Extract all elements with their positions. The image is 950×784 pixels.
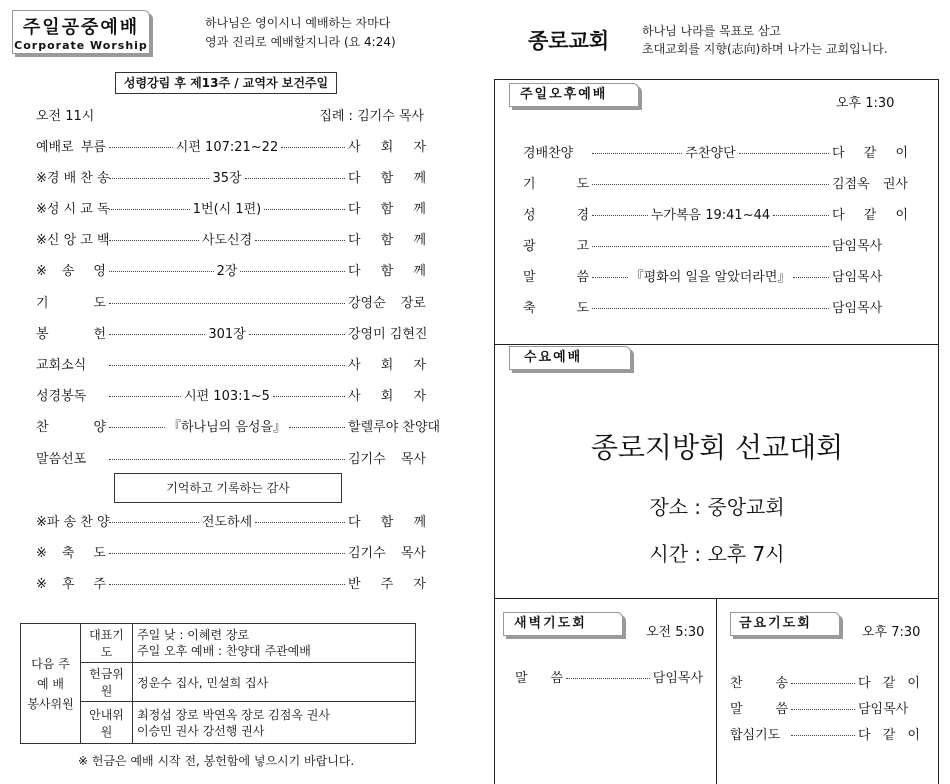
order-label: 예배로 부름 xyxy=(36,139,106,155)
leader-dots xyxy=(791,683,855,684)
leader-dots xyxy=(264,209,345,210)
order-person: 다 같 이 xyxy=(832,145,909,161)
leader-dots xyxy=(245,178,345,179)
names-prayer xyxy=(133,624,416,663)
order-label: 기 도 xyxy=(36,295,106,311)
order-label: 말 씀 xyxy=(523,269,589,285)
leader-dots xyxy=(109,522,199,523)
motto-line-2: 영과 진리로 예배할지니라 (요 4:24) xyxy=(205,35,396,49)
order-item: 2장 xyxy=(216,264,238,280)
leader-dots xyxy=(592,184,829,185)
vision xyxy=(642,22,888,58)
service-header-3: 봉사위원 xyxy=(27,696,74,711)
order-label: 교회소식 xyxy=(36,357,87,373)
worship-title: 주일공중예배 xyxy=(22,17,140,38)
order-person: 담임목사 xyxy=(832,238,883,254)
order-label: 말씀선포 xyxy=(36,451,87,467)
order-label: ※축 도 xyxy=(36,545,106,561)
order-person: 다 같 이 xyxy=(832,207,909,223)
order-label: ※송 영 xyxy=(36,264,106,280)
order-person: 반 주 자 xyxy=(348,576,426,592)
leader-dots xyxy=(793,277,829,278)
service-time: 오전 11시 xyxy=(36,108,95,124)
leader-dots xyxy=(109,365,345,366)
names-usher-1: 최정섭 장로 박연옥 장로 김점옥 권사 xyxy=(137,707,330,722)
leader-dots xyxy=(255,240,345,241)
service-header xyxy=(21,624,81,744)
order-label: ※후 주 xyxy=(36,576,106,592)
leader-dots xyxy=(773,215,829,216)
order-item: 사도신경 xyxy=(201,233,253,249)
order-item: 전도하세 xyxy=(201,514,253,530)
order-row xyxy=(36,353,426,373)
leader-dots xyxy=(109,427,165,428)
leader-dots xyxy=(249,334,345,335)
order-label: 광 고 xyxy=(523,238,589,254)
event-title: 종로지방회 선교대회 xyxy=(590,431,844,464)
order-person: 담임목사 xyxy=(858,701,909,717)
leader-dots xyxy=(739,153,829,154)
order-item: 301장 xyxy=(208,326,246,342)
names-usher xyxy=(133,702,416,744)
order-label: 합심기도 xyxy=(730,727,781,743)
names-offering: 정운수 집사, 민설희 집사 xyxy=(133,663,416,702)
time-row xyxy=(36,104,426,124)
leader-dots xyxy=(592,308,829,309)
order-row xyxy=(523,172,908,192)
order-person: 다 같 이 xyxy=(858,675,920,691)
leader: 집례 : 김기수 목사 xyxy=(319,108,424,124)
order-row xyxy=(36,166,426,186)
order-label: 축 도 xyxy=(523,300,589,316)
week-title xyxy=(115,72,337,94)
event-place: 장소 : 중앙교회 xyxy=(649,495,785,519)
leader-dots xyxy=(592,246,829,247)
order-row xyxy=(523,265,908,285)
order-label: ※경 배 찬 송 xyxy=(36,170,110,186)
dawn-row xyxy=(515,666,703,686)
footnote: ※ 헌금은 예배 시작 전, 봉헌함에 넣으시기 바랍니다. xyxy=(78,754,355,768)
leader-dots xyxy=(109,147,173,148)
order-person: 다 함 께 xyxy=(348,264,426,280)
order-label: 찬 양 xyxy=(36,420,106,436)
order-person: 다 같 이 xyxy=(858,727,920,743)
leader-dots xyxy=(109,209,190,210)
leader-dots xyxy=(109,553,345,554)
divider-3 xyxy=(716,598,717,784)
leader-dots xyxy=(592,215,648,216)
service-table xyxy=(20,623,416,744)
order-item: 시편 107:21~22 xyxy=(175,139,279,155)
order-item: 누가복음 19:41~44 xyxy=(650,207,771,223)
leader-dots xyxy=(791,735,855,736)
order-person: 강영순 장로 xyxy=(348,295,426,311)
order-item: 시편 103:1~5 xyxy=(184,389,270,405)
names-prayer-2: 주일 오후 예배 : 찬양대 주관예배 xyxy=(137,644,311,658)
motto-line-1: 하나님은 영이시니 예배하는 자마다 xyxy=(205,16,391,30)
order-row xyxy=(730,723,920,743)
event-time: 시간 : 오후 7시 xyxy=(649,542,785,566)
vision-line-2: 초대교회를 지향(志向)하며 나가는 교회입니다. xyxy=(642,42,888,56)
leader-dots xyxy=(289,427,345,428)
service-header-1: 다음 주 xyxy=(31,656,70,671)
order-label: 기 도 xyxy=(523,176,589,192)
friday-time: 오후 7:30 xyxy=(862,625,921,640)
leader-dots xyxy=(566,678,650,679)
order-person: 김점옥 권사 xyxy=(832,176,908,192)
wednesday-title: 수요예배 xyxy=(524,350,583,365)
leader-dots xyxy=(592,277,628,278)
order-label: ※성 시 교 독 xyxy=(36,201,110,217)
order-person: 사 회 자 xyxy=(348,139,427,155)
week-title-text: 성령강림 후 제13주 / 교역자 보건주일 xyxy=(123,76,329,90)
order-person: 다 함 께 xyxy=(348,170,427,186)
order-item: 『하나님의 음성을』 xyxy=(167,420,287,436)
leader-dots xyxy=(109,303,345,304)
order-person: 사 회 자 xyxy=(348,357,426,373)
order-person: 할렐루야 찬양대 xyxy=(348,420,441,436)
order-label: 말 씀 xyxy=(730,701,788,717)
order-person: 다 함 께 xyxy=(348,201,426,217)
vision-line-1: 하나님 나라를 목표로 삼고 xyxy=(642,24,781,38)
order-label: 성경봉독 xyxy=(36,389,87,405)
afternoon-title: 주일오후예배 xyxy=(520,87,608,102)
divider-1 xyxy=(494,344,939,345)
friday-tab xyxy=(730,612,840,636)
order-row xyxy=(36,229,426,249)
order-row xyxy=(36,510,426,530)
afternoon-tab xyxy=(509,83,639,107)
order-row xyxy=(523,296,908,316)
names-usher-2: 이승민 권사 강선행 권사 xyxy=(137,723,265,738)
order-row xyxy=(523,141,908,161)
order-row xyxy=(36,416,441,436)
order-label: 봉 헌 xyxy=(36,326,106,342)
leader-dots xyxy=(255,522,345,523)
leader-dots xyxy=(109,459,345,460)
dawn-title: 새벽기도회 xyxy=(514,616,587,631)
role-prayer: 대표기도 xyxy=(81,624,133,663)
order-row xyxy=(36,260,426,280)
church-name: 종로교회 xyxy=(528,29,610,53)
order-row xyxy=(523,203,908,223)
order-person: 김기수 목사 xyxy=(348,545,426,561)
leader-dots xyxy=(109,584,345,585)
dawn-tab xyxy=(503,612,623,636)
order-row xyxy=(36,385,426,405)
leader-dots xyxy=(240,271,345,272)
order-person: 담임목사 xyxy=(832,300,883,316)
order-person: 다 함 께 xyxy=(348,233,427,249)
order-item: 주찬양단 xyxy=(685,145,736,161)
role-offering: 헌금위원 xyxy=(81,663,133,702)
leader-dots xyxy=(281,147,345,148)
dawn-time: 오전 5:30 xyxy=(646,625,705,640)
leader-dots xyxy=(109,396,181,397)
leader-dots xyxy=(109,334,205,335)
order-person: 강영미 김현진 xyxy=(348,326,428,342)
leader-dots xyxy=(791,709,855,710)
order-item: 1번(시 1편) xyxy=(192,201,262,217)
worship-subtitle: Corporate Worship xyxy=(14,39,148,52)
order-person: 사 회 자 xyxy=(348,389,427,405)
leader-dots xyxy=(592,153,682,154)
order-item: 『평화의 일을 알았더라면』 xyxy=(630,269,791,285)
leader-dots xyxy=(109,178,209,179)
dawn-label: 말 씀 xyxy=(515,670,563,686)
wednesday-tab xyxy=(509,346,631,370)
order-label: ※신 앙 고 백 xyxy=(36,233,110,249)
service-header-2: 예 배 xyxy=(37,676,64,691)
order-row xyxy=(36,291,426,311)
order-row xyxy=(36,541,426,561)
worship-tab xyxy=(12,10,150,54)
order-item: 35장 xyxy=(212,170,242,186)
friday-title: 금요기도회 xyxy=(739,616,812,631)
motto xyxy=(205,14,396,52)
order-row xyxy=(36,447,426,467)
order-person: 김기수 목사 xyxy=(348,451,426,467)
order-person: 다 함 께 xyxy=(348,514,427,530)
order-label: 성 경 xyxy=(523,207,589,223)
order-row xyxy=(36,572,426,592)
names-prayer-1: 주일 낮 : 이혜련 장로 xyxy=(137,628,250,642)
thanks-text: 기억하고 기록하는 감사 xyxy=(166,481,290,495)
afternoon-time: 오후 1:30 xyxy=(836,96,895,111)
leader-dots xyxy=(109,271,214,272)
order-row xyxy=(36,197,426,217)
order-row xyxy=(36,322,426,342)
order-person: 담임목사 xyxy=(832,269,883,285)
order-label: 경배찬양 xyxy=(523,145,574,161)
order-row xyxy=(523,234,908,254)
dawn-who: 담임목사 xyxy=(652,670,703,686)
order-row xyxy=(730,671,920,691)
leader-dots xyxy=(273,396,345,397)
order-row xyxy=(730,697,920,717)
role-usher: 안내위원 xyxy=(81,702,133,744)
thanks-box xyxy=(114,473,342,503)
order-row xyxy=(36,135,426,155)
order-label: ※파 송 찬 양 xyxy=(36,514,110,530)
leader-dots xyxy=(109,240,199,241)
order-label: 찬 송 xyxy=(730,675,788,691)
